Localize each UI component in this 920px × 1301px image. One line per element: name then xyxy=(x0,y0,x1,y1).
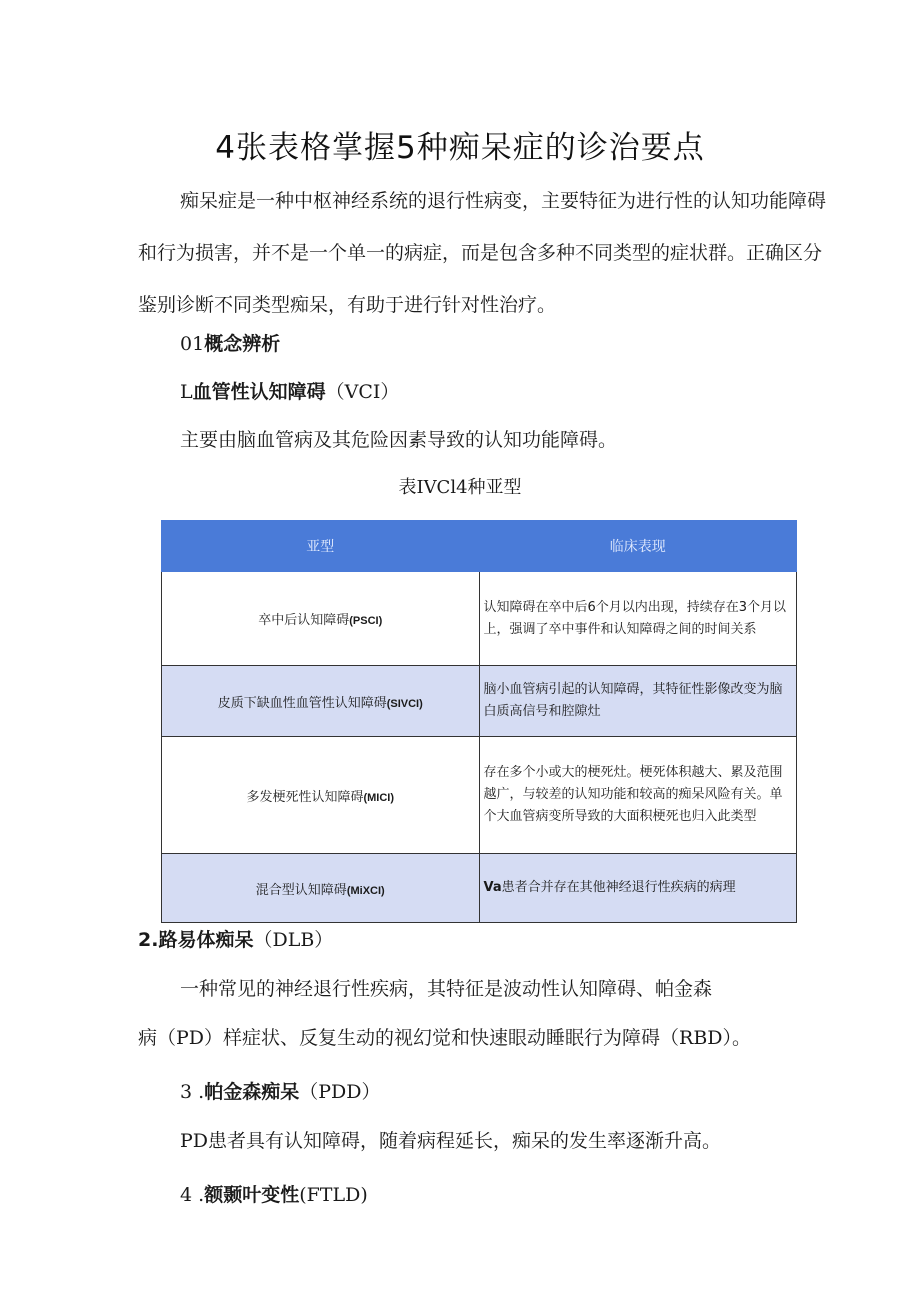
section-01-heading xyxy=(180,329,280,356)
ftld-heading xyxy=(180,1180,368,1207)
dlb-number: 2. xyxy=(138,929,159,951)
pdd-description: PD患者具有认知障碍，随着病程延长，痴呆的发生率逐渐升高。 xyxy=(180,1130,722,1152)
vci-description: 主要由脑血管病及其危险因素导致的认知功能障碍。 xyxy=(180,429,618,451)
table-caption: 表IVCl4种亚型 xyxy=(398,477,522,498)
subtype-name: 混合型认知障碍 xyxy=(255,882,347,898)
subtype-name: 皮质下缺血性血管性认知障碍 xyxy=(217,695,387,711)
intro-paragraph: 痴呆症是一种中枢神经系统的退行性病变，主要特征为进行性的认知功能障碍和行为损害，并不是一个单一的病症，而是包含多种不同类型的症状群。正确区分鉴别诊断不同类型痴呆，有助于进行针对性治疗。 xyxy=(138,190,827,316)
dlb-abbr: （DLB） xyxy=(253,929,334,951)
clinical-text: 患者合并存在其他神经退行性疾病的病理 xyxy=(501,880,736,895)
section-number: 01 xyxy=(180,333,205,355)
table-row xyxy=(162,666,797,737)
pdd-number: 3 xyxy=(180,1081,193,1103)
page-title: 4张表格掌握5种痴呆症的诊治要点 xyxy=(215,130,705,166)
subtype-abbr: (PSCI) xyxy=(349,615,383,627)
pdd-label: 帕金森痴呆 xyxy=(204,1081,300,1103)
pdd-dot: . xyxy=(198,1081,205,1103)
vci-heading xyxy=(180,377,399,404)
ftld-number: 4 xyxy=(180,1184,193,1206)
table-row xyxy=(162,572,797,666)
ftld-label: 额颞叶变性 xyxy=(204,1184,300,1206)
subtype-abbr: (SIVCI) xyxy=(386,697,423,710)
subtype-abbr: (MiXCI) xyxy=(346,884,385,897)
subtype-abbr: (MICI) xyxy=(363,791,395,804)
subtype-cell xyxy=(162,854,480,923)
clinical-cell: 存在多个小或大的梗死灶。梗死体积越大、累及范围越广，与较差的认知功能和较高的痴呆风险有关。单个大血管病变所导致的大面积梗死也归入此类型 xyxy=(479,737,797,854)
clinical-cell: 脑小血管病引起的认知障碍，其特征性影像改变为脑白质高信号和腔隙灶 xyxy=(479,666,797,737)
header-subtype: 亚型 xyxy=(162,521,480,572)
dlb-heading xyxy=(138,925,333,952)
subtype-cell xyxy=(162,666,480,737)
pdd-heading xyxy=(180,1077,380,1104)
clinical-cell: 认知障碍在卒中后6个月以内出现，持续存在3个月以上，强调了卒中事件和认知障碍之间的时间关系 xyxy=(479,572,797,666)
table-row xyxy=(162,854,797,923)
pdd-abbr: （PDD） xyxy=(299,1081,381,1103)
dlb-description-line2: 病（PD）样症状、反复生动的视幻觉和快速眼动睡眠行为障碍（RBD）。 xyxy=(138,1027,752,1049)
table-header-row xyxy=(162,521,797,572)
dlb-description-line1: 一种常见的神经退行性疾病，其特征是波动性认知障碍、帕金森 xyxy=(180,978,713,1000)
ftld-dot: . xyxy=(198,1184,205,1206)
clinical-cell xyxy=(479,854,797,923)
subtype-cell xyxy=(162,737,480,854)
clinical-lead: Va xyxy=(483,880,502,895)
header-clinical: 临床表现 xyxy=(479,521,797,572)
vci-abbr: （VCI） xyxy=(325,381,400,403)
section-label: 概念辨析 xyxy=(204,333,281,355)
dlb-label: 路易体痴呆 xyxy=(158,929,254,951)
subtype-cell xyxy=(162,572,480,666)
vci-number: L xyxy=(180,381,193,403)
subtype-name: 卒中后认知障碍 xyxy=(258,613,350,628)
subtype-name: 多发梗死性认知障碍 xyxy=(246,789,364,805)
vci-label: 血管性认知障碍 xyxy=(192,381,326,403)
table-row xyxy=(162,737,797,854)
vci-subtype-table xyxy=(161,520,797,923)
ftld-abbr: (FTLD) xyxy=(299,1184,368,1206)
